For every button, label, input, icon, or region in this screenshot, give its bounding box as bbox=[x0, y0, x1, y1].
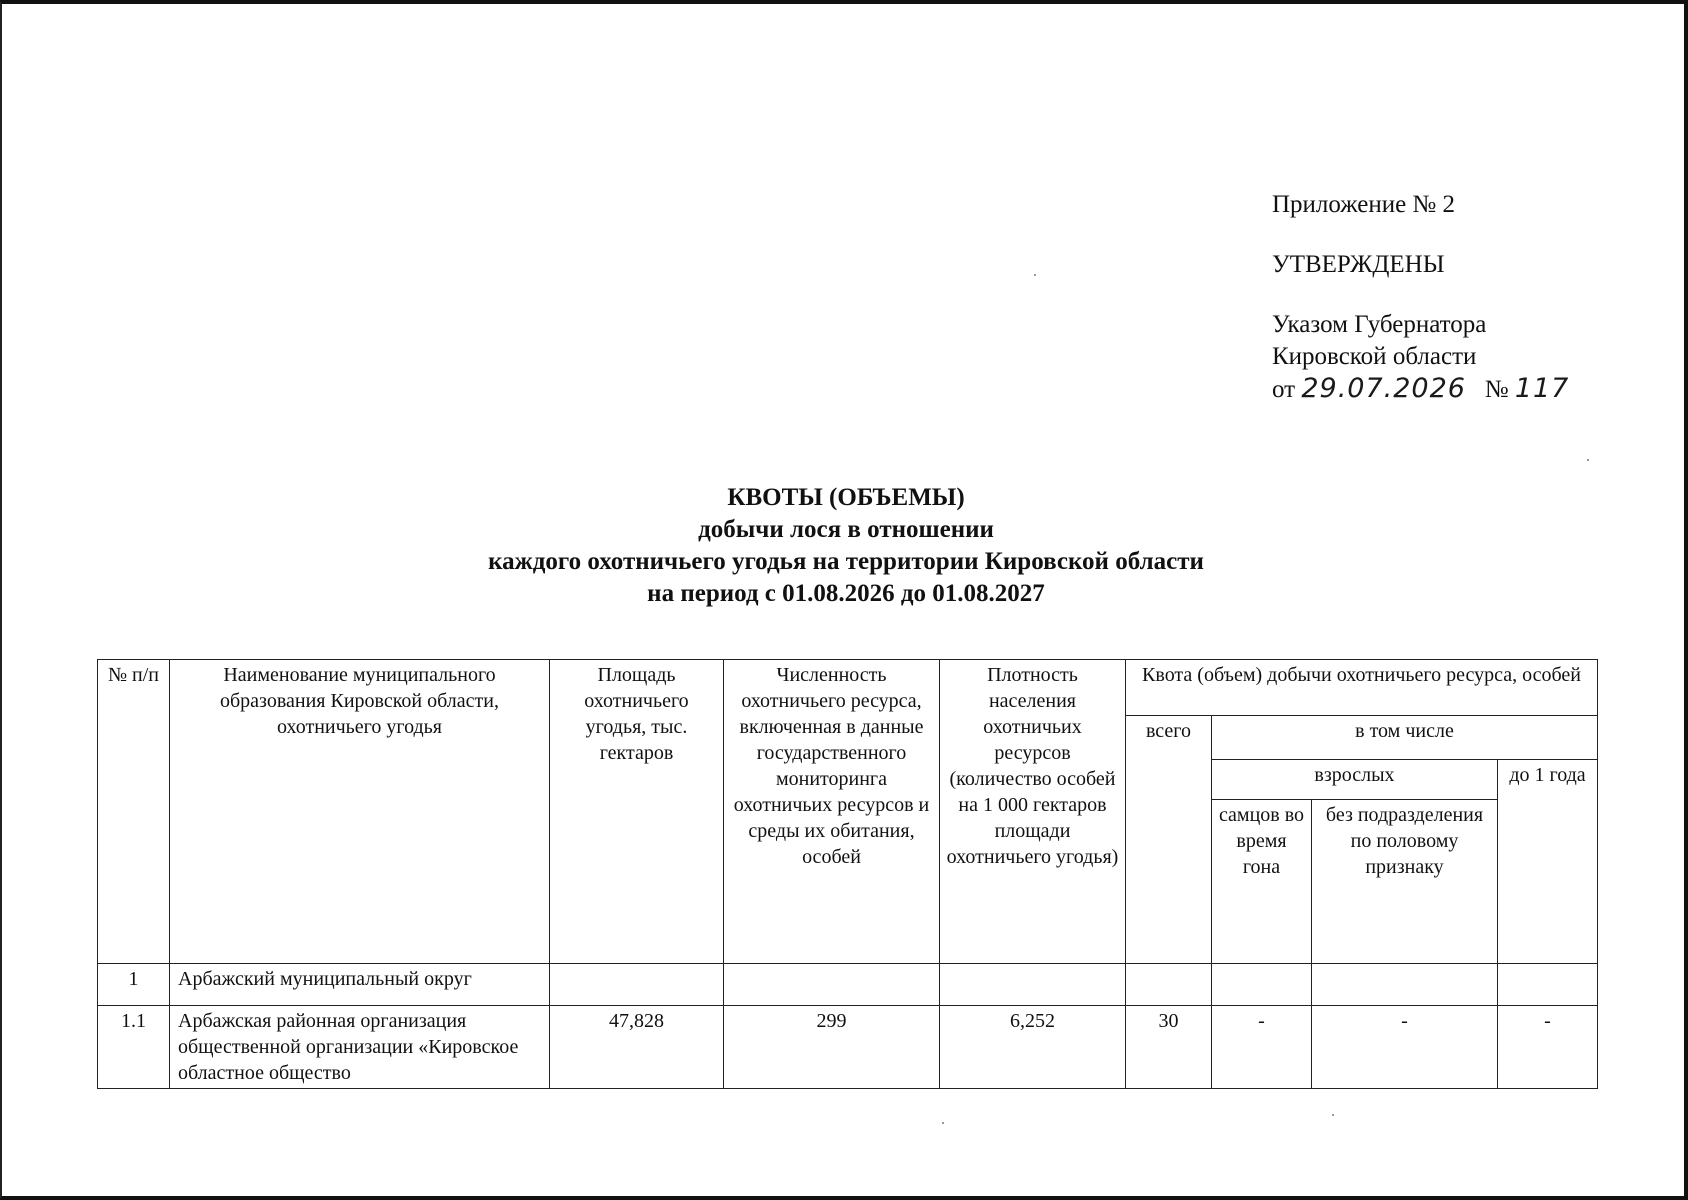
cell-name: Арбажский муниципальный округ bbox=[170, 964, 550, 1006]
header-area: Площадь охотничьего угодья, тыс. гектаров bbox=[550, 660, 724, 964]
title-line-1: КВОТЫ (ОБЪЕМЫ) bbox=[727, 484, 965, 511]
header-including: в том числе bbox=[1212, 716, 1598, 760]
handwritten-date: 29.07.2026 bbox=[1301, 373, 1466, 404]
scan-speck bbox=[1332, 1114, 1334, 1116]
cell-males-rut: - bbox=[1212, 1006, 1312, 1089]
cell-name: Арбажская районная организация общественной организации «Кировское областное общество bbox=[170, 1006, 550, 1089]
cell-no-sex: - bbox=[1312, 1006, 1498, 1089]
scan-speck bbox=[1587, 459, 1589, 461]
header-name: Наименование муниципального образования Кировской области, охотничьего угодья bbox=[170, 660, 550, 964]
cell-count bbox=[724, 964, 940, 1006]
cell-num: 1 bbox=[98, 964, 170, 1006]
approved-by-line1: Указом Губернатора bbox=[1272, 311, 1487, 338]
header-row-1 bbox=[98, 660, 1598, 716]
decree-date-line bbox=[1272, 373, 1569, 406]
approved-by-line2: Кировской области bbox=[1272, 343, 1477, 370]
title-line-2: добычи лося в отношении bbox=[698, 516, 994, 543]
cell-area bbox=[550, 964, 724, 1006]
cell-males-rut bbox=[1212, 964, 1312, 1006]
header-adults: взрослых bbox=[1212, 760, 1498, 800]
approval-block bbox=[1272, 189, 1569, 406]
title-line-3: каждого охотничьего угодья на территории Кировской области bbox=[488, 548, 1204, 575]
number-label: № bbox=[1484, 376, 1509, 403]
document-title bbox=[2, 482, 1688, 610]
header-under-1: до 1 года bbox=[1498, 760, 1598, 964]
approved-label: УТВЕРЖДЕНЫ bbox=[1272, 251, 1445, 278]
header-num: № п/п bbox=[98, 660, 170, 964]
cell-under-1: - bbox=[1498, 1006, 1598, 1089]
header-quota: Квота (объем) добычи охотничьего ресурса, особей bbox=[1126, 660, 1598, 716]
cell-total: 30 bbox=[1126, 1006, 1212, 1089]
appendix-label: Приложение № 2 bbox=[1272, 191, 1456, 218]
header-males-rut: самцов во время гона bbox=[1212, 800, 1312, 964]
table-row bbox=[98, 1006, 1598, 1089]
cell-no-sex bbox=[1312, 964, 1498, 1006]
cell-under-1 bbox=[1498, 964, 1598, 1006]
cell-density: 6,252 bbox=[940, 1006, 1126, 1089]
header-density: Плотность населения охотничьих ресурсов (количество особей на 1 000 гектаров площади охотничьего угодья) bbox=[940, 660, 1126, 964]
header-count: Численность охотничьего ресурса, включенная в данные государственного мониторинга охотничьих ресурсов и среды их обитания, особей bbox=[724, 660, 940, 964]
scan-speck bbox=[1034, 274, 1036, 276]
table-row bbox=[98, 964, 1598, 1006]
cell-num: 1.1 bbox=[98, 1006, 170, 1089]
from-label: от bbox=[1272, 376, 1296, 403]
handwritten-number: 117 bbox=[1514, 373, 1570, 404]
title-line-4: на период с 01.08.2026 до 01.08.2027 bbox=[647, 580, 1045, 607]
header-no-sex: без подразделения по половому признаку bbox=[1312, 800, 1498, 964]
header-total: всего bbox=[1126, 716, 1212, 964]
cell-area: 47,828 bbox=[550, 1006, 724, 1089]
cell-total bbox=[1126, 964, 1212, 1006]
scan-speck bbox=[942, 1122, 944, 1124]
cell-density bbox=[940, 964, 1126, 1006]
quota-table bbox=[97, 659, 1598, 1089]
cell-count: 299 bbox=[724, 1006, 940, 1089]
